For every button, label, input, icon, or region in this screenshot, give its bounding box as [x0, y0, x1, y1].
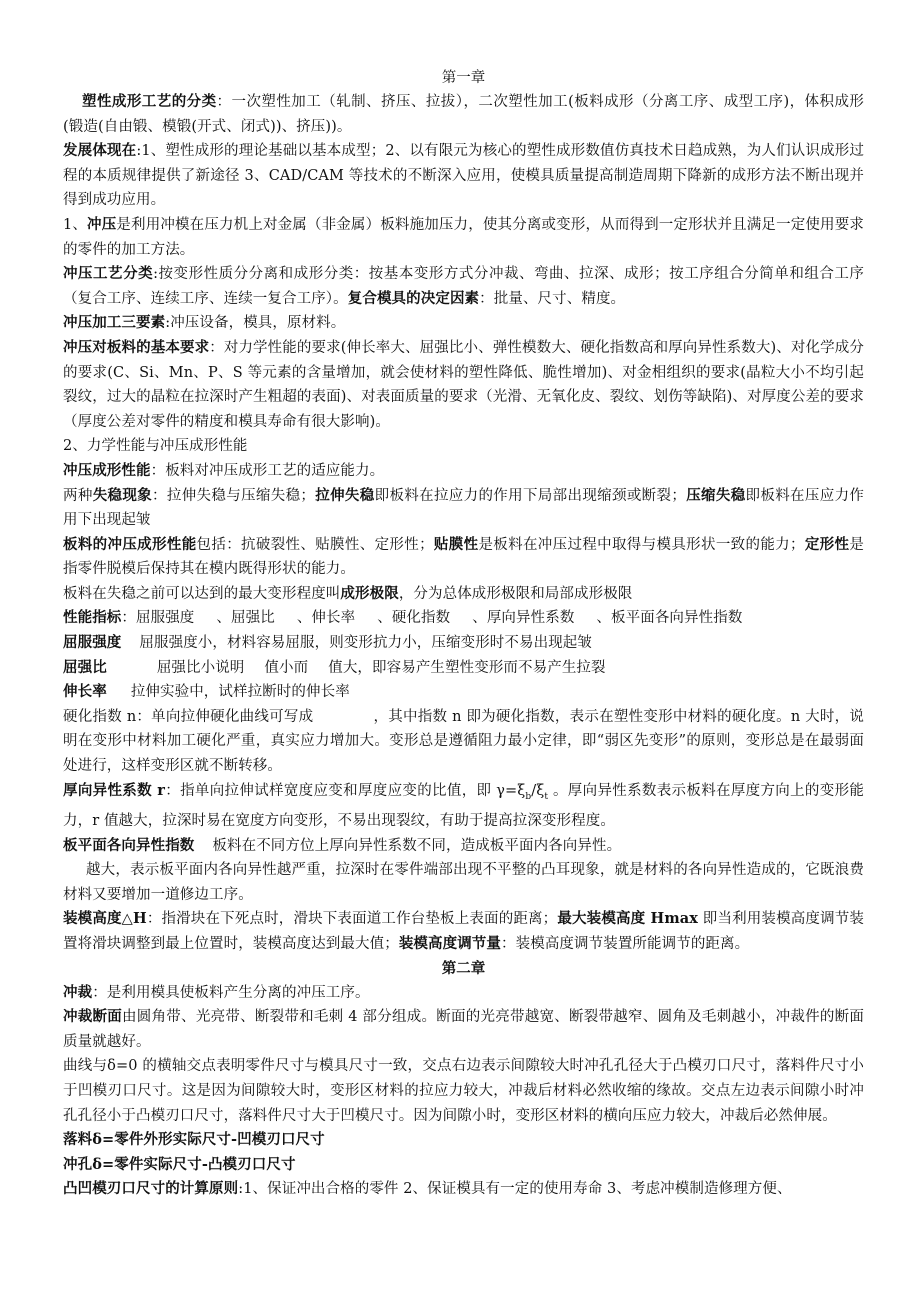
- paragraph: 装模高度△H：指滑块在下死点时，滑块下表面道工作台垫板上表面的距离；最大装模高度 Hmax 即当利用装模高度调节装置将滑块调整到最上位置时，装模高度达到最大值；装模高度调节量：装模高度调节装置所能调节的距离。: [63, 910, 864, 953]
- paragraph: 板平面各向异性指数 板料在不同方位上厚向异性系数不同，造成板平面内各向异性。: [63, 836, 622, 854]
- chapter-2-title: 第二章: [441, 959, 486, 977]
- chapter-1-title: 第一章: [441, 70, 486, 86]
- paragraph: 板料的冲压成形性能包括：抗破裂性、贴膜性、定形性；贴膜性是板料在冲压过程中取得与模具形状一致的能力；定形性是指零件脱模后保持其在模内既得形状的能力。: [63, 535, 864, 578]
- paragraph: 屈服强度 屈服强度小，材料容易屈服，则变形抗力小，压缩变形时不易出现起皱: [63, 634, 593, 652]
- paragraph: 1、冲压是利用冲模在压力机上对金属（非金属）板料施加压力，使其分离或变形，从而得到一定形状并且满足一定使用要求的零件的加工方法。: [63, 215, 864, 258]
- paragraph: 厚向异性系数 r：指单向拉伸试样宽度应变和厚度应变的比值，即 $\gamma=\xi_b/\xi_t$ 。厚向异性系数表示板料在厚度方向上的变形能力，r 值越大，拉深时易在宽度方向变形，不易出现裂纹，有助于提高拉深变形程度。: [63, 781, 864, 830]
- paragraph: 凸凹模刃口尺寸的计算原则:1、保证冲出合格的零件 2、保证模具有一定的使用寿命 3、考虑冲模制造修理方便、: [63, 1180, 792, 1198]
- paragraph: 屈强比 屈强比小说明 值小而 值大，即容易产生塑性变形而不易产生拉裂: [63, 658, 606, 676]
- paragraph: 硬化指数 n：单向拉伸硬化曲线可写成 ，其中指数 n 即为硬化指数，表示在塑性变形中材料的硬化度。n 大时，说明在变形中材料加工硬化严重，真实应力增加大。变形总是遵循阻力最小定律，即“弱区先变形”的原则，变形总是在最弱面处进行，这样变形区就不断转移。: [63, 708, 865, 775]
- paragraph: 冲孔δ=零件实际尺寸-凸模刃口尺寸: [63, 1155, 296, 1173]
- paragraph: 曲线与δ=0 的横轴交点表明零件尺寸与模具尺寸一致，交点右边表示间隙较大时冲孔孔径大于凸模刃口尺寸，落料件尺寸小于凹模刃口尺寸。这是因为间隙较大时，变形区材料的拉应力较大，冲裁后材料必然收缩的缘故。交点左边表示间隙小时冲孔孔径小于凸模刃口尺寸，落料件尺寸大于凹模尺寸。因为间隙小时，变形区材料的横向压应力较大，冲裁后必然伸展。: [63, 1058, 864, 1124]
- paragraph: 冲压加工三要素:冲压设备，模具，原材料。: [63, 314, 346, 332]
- paragraph: 两种失稳现象：拉伸失稳与压缩失稳；拉伸失稳即板料在拉应力的作用下局部出现缩颈或断裂；压缩失稳即板料在压应力作用下出现起皱: [63, 486, 865, 529]
- paragraph: 冲压对板料的基本要求：对力学性能的要求(伸长率大、屈强比小、弹性模数大、硬化指数高和厚向异性系数大)、对化学成分的要求(C、Si、Mn、P、S 等元素的含量增加，就会使材料的塑性降低、脆性增加)、对金相组织的要求(晶粒大小不均引起裂纹，过大的晶粒在拉深时产生粗超的表面)、对表面质量的要求（光滑、无氧化皮、裂纹、划伤等缺陷)、对厚度公差的要求（厚度公差对零件的精度和模具寿命有很大影响)。: [63, 338, 864, 430]
- paragraph: 性能指标：屈服强度 、屈强比 、伸长率 、硬化指数 、厚向异性系数 、板平面各向异性指数: [63, 609, 743, 627]
- paragraph: 冲裁断面由圆角带、光亮带、断裂带和毛刺 4 部分组成。断面的光亮带越宽、断裂带越窄、圆角及毛刺越小，冲裁件的断面质量就越好。: [63, 1008, 864, 1050]
- paragraph: 2、力学性能与冲压成形性能: [63, 438, 248, 455]
- paragraph: 冲压成形性能：板料对冲压成形工艺的适应能力。: [63, 461, 385, 479]
- paragraph: 落料δ=零件外形实际尺寸-凹模刃口尺寸: [63, 1131, 325, 1149]
- paragraph: 冲裁：是利用模具使板料产生分离的冲压工序。: [63, 983, 370, 1001]
- paragraph: 板料在失稳之前可以达到的最大变形程度叫成形极限，分为总体成形极限和局部成形极限: [63, 584, 633, 602]
- paragraph: 伸长率 拉伸实验中，试样拉断时的伸长率: [63, 683, 350, 701]
- paragraph: 冲压工艺分类:按变形性质分分离和成形分类：按基本变形方式分冲裁、弯曲、拉深、成形；按工序组合分简单和组合工序（复合工序、连续工序、连续一复合工序）。复合模具的决定因素：批量、尺寸、精度。: [63, 265, 864, 307]
- paragraph: 发展体现在:1、塑性成形的理论基础以基本成型；2、以有限元为核心的塑性成形数值仿真技术日趋成熟，为人们认识成形过程的本质规律提供了新途径 3、CAD/CAM 等技术的不断深入应用，使模具质量提高制造周期下降新的成形方法不断出现并得到成功应用。: [63, 142, 865, 209]
- paragraph: 越大，表示板平面内各向异性越严重，拉深时在零件端部出现不平整的凸耳现象，就是材料的各向异性造成的，它既浪费材料又要增加一道修边工序。: [63, 862, 864, 903]
- paragraph: 塑性成形工艺的分类：一次塑性加工（轧制、挤压、拉拔），二次塑性加工(板料成形（分离工序、成型工序)，体积成形(锻造(自由锻、模锻(开式、闭式))、挤压))。: [63, 93, 864, 135]
